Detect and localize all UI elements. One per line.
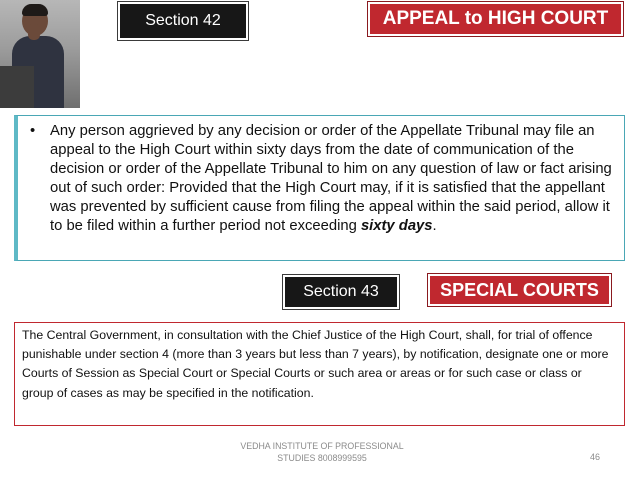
special-courts-banner: SPECIAL COURTS	[428, 274, 611, 306]
speaker-hand	[28, 24, 40, 40]
speaker-hair	[22, 4, 48, 16]
section-42-text-end: .	[432, 218, 437, 235]
section-42-paragraph	[50, 122, 616, 237]
speaker-photo	[0, 0, 80, 108]
podium	[0, 66, 34, 108]
section-42-label: Section 42	[118, 2, 248, 40]
section-43-label: Section 43	[283, 275, 399, 309]
footer-line-1: VEDHA INSTITUTE OF PROFESSIONAL	[240, 441, 404, 451]
page-number: 46	[590, 452, 601, 462]
section-42-text: Any person aggrieved by any decision or order of the Appellate Tribunal may file an appeal to the High Court within sixty days from the date of communication of the decision or order of the Appellate Tribunal to him on any question of law or fact arising out of such order: Provided that the High Court may, if it is satisfied that the appellant was prevented by sufficient cause from filing the appeal within the said period, allow it to be filed within a further period not exceeding	[50, 123, 612, 235]
bullet: •	[30, 123, 36, 139]
footer-line-2: STUDIES 8008999595	[277, 453, 367, 463]
sixty-days-emphasis: sixty days	[360, 218, 433, 235]
section-43-paragraph: The Central Government, in consultation with the Chief Justice of the High Court, shall, for trial of offence punishable under section 4 (more than 3 years but less than 7 years), by notification, designate one or more Courts of Session as Special Court or Special Courts or such area or areas or for such case or class or group of cases as may be specified in the notification.	[22, 328, 609, 400]
appeal-title-banner: APPEAL to HIGH COURT	[368, 2, 623, 36]
section-43-text-box	[14, 322, 625, 426]
footer-institute	[232, 440, 412, 464]
section-42-text-box	[14, 115, 625, 261]
